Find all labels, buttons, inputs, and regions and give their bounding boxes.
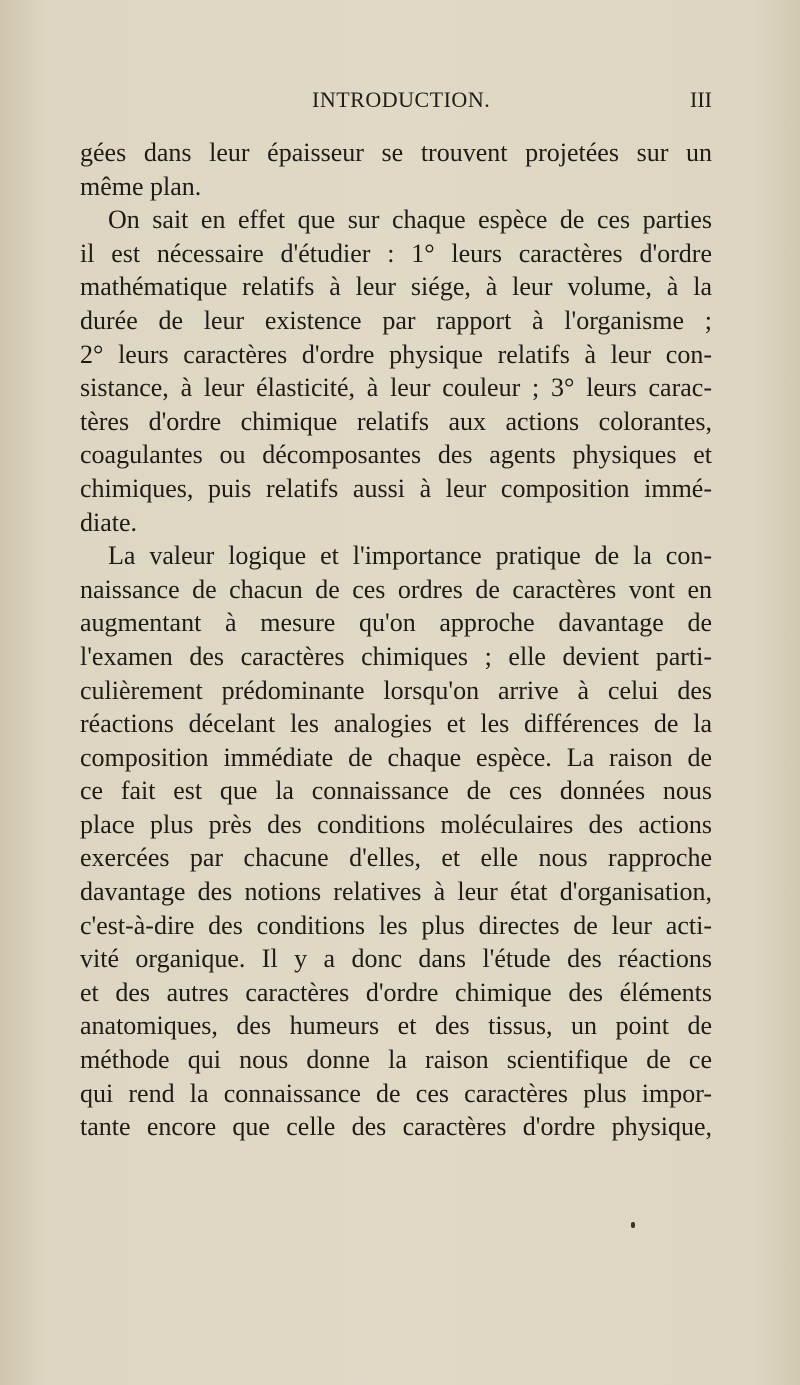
text-line: réactions décelant les analogies et les différences de la bbox=[80, 709, 712, 739]
text-line: augmentant à mesure qu'on approche davantage de bbox=[80, 608, 712, 638]
text-line: tante encore que celle des caractères d'ordre physique, bbox=[80, 1112, 712, 1142]
text-line: il est nécessaire d'étudier : 1° leurs caractères d'ordre bbox=[80, 238, 712, 268]
page-number: III bbox=[690, 87, 712, 112]
text-line: composition immédiate de chaque espèce. La raison de bbox=[80, 742, 712, 772]
text-line: chimiques, puis relatifs aussi à leur composition immé- bbox=[80, 473, 712, 503]
text-line: l'examen des caractères chimiques ; elle devient parti- bbox=[80, 641, 712, 671]
text-line: La valeur logique et l'importance pratique de la con- bbox=[108, 541, 712, 571]
text-line: mathématique relatifs à leur siége, à leur volume, à la bbox=[80, 272, 712, 302]
text-line: naissance de chacun de ces ordres de caractères vont en bbox=[80, 574, 712, 604]
text-line: exercées par chacune d'elles, et elle nous rapproche bbox=[80, 843, 712, 873]
text-line: et des autres caractères d'ordre chimique des éléments bbox=[80, 977, 712, 1007]
text-line: durée de leur existence par rapport à l'organisme ; bbox=[80, 305, 712, 335]
ink-speck bbox=[631, 1222, 635, 1228]
text-line: gées dans leur épaisseur se trouvent projetées sur un bbox=[80, 138, 712, 167]
text-line: même plan. bbox=[80, 171, 202, 201]
page-header bbox=[80, 87, 712, 115]
text-line: place plus près des conditions moléculaires des actions bbox=[80, 809, 712, 839]
text-line: davantage des notions relatives à leur état d'organisation, bbox=[80, 877, 712, 907]
body-text bbox=[80, 136, 712, 1144]
text-line: anatomiques, des humeurs et des tissus, un point de bbox=[80, 1011, 712, 1041]
running-title: INTRODUCTION. bbox=[312, 87, 491, 112]
text-line: vité organique. Il y a donc dans l'étude des réactions bbox=[80, 944, 712, 974]
text-line: méthode qui nous donne la raison scientifique de ce bbox=[80, 1045, 712, 1075]
text-line: On sait en effet que sur chaque espèce de ces parties bbox=[108, 205, 712, 235]
text-line: qui rend la connaissance de ces caractères plus impor- bbox=[80, 1078, 712, 1108]
text-line: sistance, à leur élasticité, à leur couleur ; 3° leurs carac- bbox=[80, 373, 712, 403]
text-line: ce fait est que la connaissance de ces données nous bbox=[80, 776, 712, 806]
text-line: tères d'ordre chimique relatifs aux actions colorantes, bbox=[80, 406, 712, 436]
text-line: c'est-à-dire des conditions les plus directes de leur acti- bbox=[80, 910, 712, 940]
text-line: coagulantes ou décomposantes des agents physiques et bbox=[80, 440, 712, 470]
text-line: diate. bbox=[80, 507, 138, 537]
text-line: 2° leurs caractères d'ordre physique relatifs à leur con- bbox=[80, 339, 712, 369]
text-line: culièrement prédominante lorsqu'on arrive à celui des bbox=[80, 675, 712, 705]
